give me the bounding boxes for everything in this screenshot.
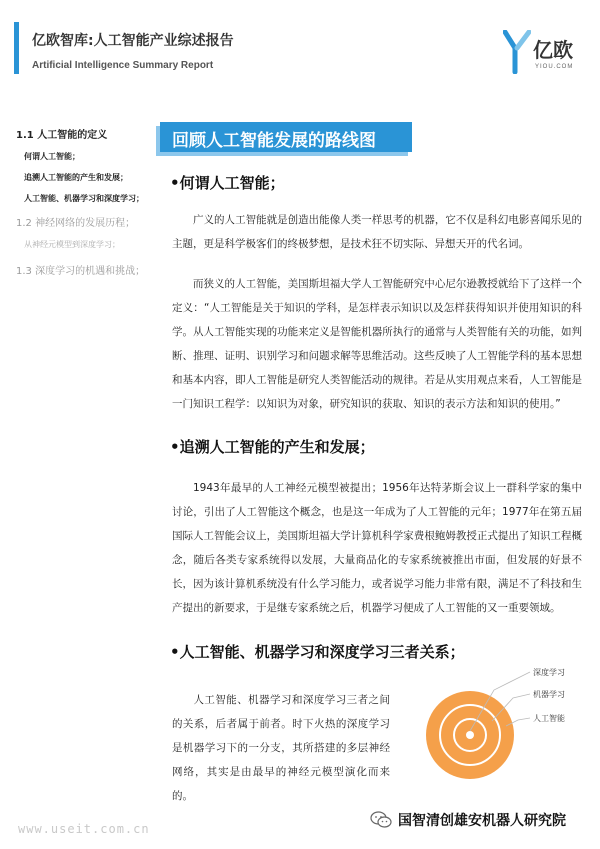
section-banner: 回顾人工智能发展的路线图 [160,122,412,152]
diagram-label: 人工智能 [533,714,565,723]
toc-item[interactable]: 从神经元模型到深度学习； [24,240,120,249]
yiou-logo-icon [503,30,531,74]
paragraph [172,476,582,620]
paragraph [172,688,390,808]
yiou-logo [503,30,583,76]
report-title: 亿欧智库:人工智能产业综述报告 [32,33,234,49]
toc-item[interactable]: 追溯人工智能的产生和发展； [24,173,128,182]
paragraph-text: 而狭义的人工智能，美国斯坦福大学人工智能研究中心尼尔逊教授就给下了这样一个定义：“人工智能是关于知识的学科，是怎样表示知识以及怎样获得知识并使用知识的科学。从人工智能实现的功能来定义是智能机器所执行的通常与人类智能有关的功能，如判断、推理、证明、识别学习和问题求解等思维活动。这些反映了人工智能学科的基本思想和基本内容，即人工智能是研究人类智能活动的规律。若是从实用观点来看，人工智能是一门知识工程学：以知识为对象，研究知识的获取、知识的表示方法和知识的使用。” [172,278,582,410]
paragraph-text: 广义的人工智能就是创造出能像人类一样思考的机器，它不仅是科幻电影喜闻乐见的主题，更是科学极客们的终极梦想，是技术狂不切实际、异想天开的代名词。 [172,214,582,250]
report-subtitle: Artificial Intelligence Summary Report [32,60,214,71]
header-accent-bar [14,22,19,74]
toc-item[interactable]: 1.2 神经网络的发展历程； [16,218,136,229]
logo-domain: YIOU.COM [535,64,574,70]
logo-name: 亿欧 [533,38,573,62]
section-heading: •何谓人工智能； [170,174,285,192]
diagram-label: 机器学习 [533,690,565,699]
footer-org-block [370,810,566,830]
toc-item[interactable]: 1.3 深度学习的机遇和挑战； [16,266,146,277]
center-dot [466,731,474,739]
table-of-contents [16,126,156,287]
organization-name: 国智清创雄安机器人研究院 [398,813,566,829]
paragraph [172,208,582,256]
toc-item[interactable]: 1.1 人工智能的定义 [16,130,108,141]
paragraph-text: 1943年最早的人工神经元模型被提出；1956年达特茅斯会议上一群科学家的集中讨论，引出了人工智能这个概念，也是这一年成为了人工智能的元年；1977年在第五届国际人工智能会议上，美国斯坦福大学计算机科学家费根鲍姆教授正式提出了知识工程概念，随后各类专家系统得以发展，大量商品化的专家系统被推出市面，但发展的好景不长，因为该计算机系统没有什么学习能力，或者说学习能力非常有限，满足不了科技和生产提出的新要求，于是继专家系统之后，机器学习便成了人工智能的又一重要领域。 [172,482,582,614]
watermark: www.useit.com.cn [18,822,150,836]
toc-item[interactable]: 何谓人工智能； [24,152,80,161]
diagram-label: 深度学习 [533,668,565,677]
wechat-icon [370,811,392,829]
paragraph-text: 人工智能、机器学习和深度学习三者之间的关系，后者属于前者。时下火热的深度学习是机器学习下的一分支，其所搭建的多层神经网络，其实是由最早的神经元模型演化而来的。 [172,694,390,802]
nested-circles-diagram [418,650,593,800]
section-heading: •人工智能、机器学习和深度学习三者关系； [170,643,465,661]
paragraph [172,272,582,416]
section-heading: •追溯人工智能的产生和发展； [170,438,375,456]
toc-item[interactable]: 人工智能、机器学习和深度学习； [24,194,144,203]
